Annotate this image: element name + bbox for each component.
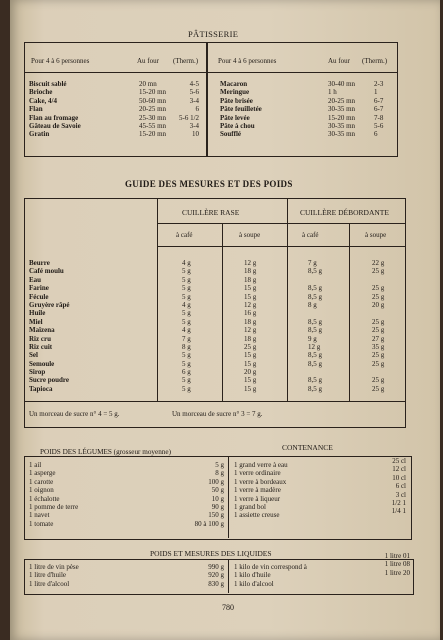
guide-col-1: 4 g 5 g 5 g 5 g 5 g 4 g 5 g 5 g 4 g 7 g 8 g 5 g 5 g 6 g 5 g 5 g — [182, 259, 191, 393]
cookbook-page — [10, 0, 440, 640]
liquides-left-values: 990 g 920 g 830 g — [208, 563, 224, 588]
patisserie-left-times: 20 mn 15-20 mn 50-60 mn 20-25 mn 25-30 mn 45-55 mn 15-20 mn — [139, 80, 167, 139]
patisserie-right-therm: 2-3 1 6-7 6-7 7-8 5-6 6 — [374, 80, 384, 139]
patisserie-right-header-therm: (Therm.) — [362, 57, 388, 65]
patisserie-right-header-oven: Au four — [328, 57, 350, 65]
patisserie-left-header-recipe: Pour 4 à 6 personnes — [31, 57, 90, 65]
patisserie-left-header-oven: Au four — [137, 57, 159, 65]
patisserie-right-items: Macaron Meringue Pâte brisée Pâte feuilletée Pâte levée Pâte à chou Soufflé — [220, 80, 262, 139]
guide-sub-3: à café — [302, 231, 319, 239]
page-number: 780 — [222, 603, 234, 612]
liquides-left-items: 1 litre de vin pèse 1 litre d'huile 1 litre d'alcool — [29, 563, 79, 588]
patisserie-title: PÂTISSERIE — [188, 29, 239, 39]
contenance-values: 25 cl 12 cl 10 cl 6 cl 3 cl 1/2 1 1/4 1 — [391, 457, 406, 516]
guide-group-rase: CUILLÈRE RASE — [182, 208, 240, 217]
guide-title: GUIDE DES MESURES ET DES POIDS — [125, 179, 293, 189]
liquides-right-items: 1 kilo de vin correspond à 1 kilo d'huile 1 kilo d'alcool — [234, 563, 307, 588]
patisserie-left-therm: 4-5 5-6 3-4 6 5-6 1/2 3-4 10 — [178, 80, 200, 139]
legumes-items: 1 ail 1 asperge 1 carotte 1 oignon 1 échalotte 1 pomme de terre 1 navet 1 tomate — [29, 461, 79, 528]
patisserie-left-header-therm: (Therm.) — [173, 57, 199, 65]
patisserie-left-items: Biscuit sablé Brioche Cake, 4/4 Flan Flan au fromage Gâteau de Savoie Gratin — [29, 80, 81, 139]
contenance-title: CONTENANCE — [282, 443, 333, 452]
guide-col-3: 7 g 8,5 g 8,5 g 8,5 g 8 g 8,5 g 8,5 g 9 g 12 g 8,5 g 8,5 g 8,5 g 8,5 g — [308, 259, 322, 393]
guide-col-2: 12 g 18 g 18 g 15 g 15 g 12 g 16 g 18 g 12 g 18 g 25 g 15 g 15 g 20 g 15 g 15 g — [244, 259, 257, 393]
guide-items: Beurre Café moulu Eau Farine Fécule Gruyère râpé Huile Miel Maïzena Riz cru Riz cuit Sel Semoule Sirop Sucre poudre Tapioca — [29, 259, 70, 393]
liquides-title: POIDS ET MESURES DES LIQUIDES — [150, 549, 272, 558]
legumes-title: POIDS DES LÉGUMES (grosseur moyenne) — [40, 448, 171, 456]
guide-note-1: Un morceau de sucre n° 4 = 5 g. — [29, 410, 120, 418]
guide-sub-1: à café — [176, 231, 193, 239]
guide-col-4: 22 g 25 g 25 g 25 g 20 g 25 g 25 g 27 g 35 g 25 g 25 g 25 g 25 g — [372, 259, 385, 393]
patisserie-right-times: 30-40 mn 1 h 20-25 mn 30-35 mn 15-20 mn 30-35 mn 30-35 mn — [328, 80, 356, 139]
guide-group-debordante: CUILLÈRE DÉBORDANTE — [300, 208, 389, 217]
liquides-right-values: 1 litre 01 1 litre 08 1 litre 20 — [384, 552, 410, 577]
guide-note-2: Un morceau de sucre n° 3 = 7 g. — [172, 410, 263, 418]
guide-sub-4: à soupe — [365, 231, 387, 239]
guide-sub-2: à soupe — [239, 231, 261, 239]
legumes-weights: 5 g 8 g 100 g 50 g 10 g 90 g 150 g 80 à 100 g — [194, 461, 224, 528]
contenance-items: 1 grand verre à eau 1 verre ordinaire 1 verre à bordeaux 1 verre à madère 1 verre à liqueur 1 grand bol 1 assiette creuse — [234, 461, 288, 520]
patisserie-right-header-recipe: Pour 4 à 6 personnes — [218, 57, 277, 65]
